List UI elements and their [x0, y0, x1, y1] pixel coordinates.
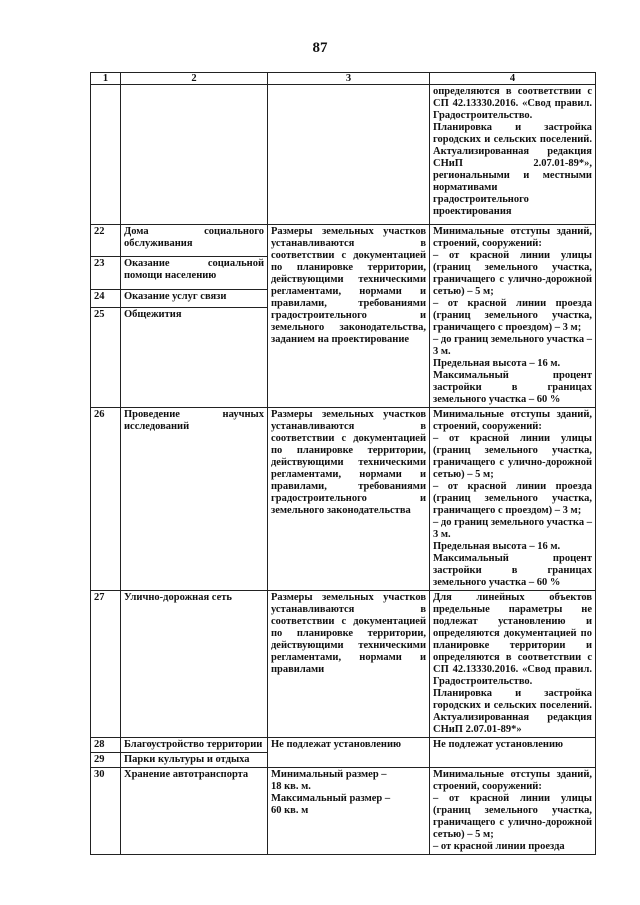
table-row-continuation — [91, 85, 596, 225]
use-name: Проведение научных исследований — [121, 408, 268, 591]
land-size-text: Минимальный размер – 18 кв. м. Максимальный размер – 60 кв. м — [268, 768, 430, 855]
row-number: 29 — [91, 753, 121, 768]
parameters-text: Минимальные отступы зданий, строений, сооружений: – от красной линии улицы (границ земельного участка, граничащего с улично-дорожной сетью) – 5 м; – от красной линии проезда — [430, 768, 596, 855]
row-number: 23 — [91, 257, 121, 289]
table-row — [91, 591, 596, 738]
use-name: Дома социального обслуживания — [121, 225, 268, 257]
use-name: Улично-дорожная сеть — [121, 591, 268, 738]
land-size-text: Размеры земельных участков устанавливаются в соответствии с документацией по планировке территории, действующими техническими регламентами, нормами и правилами, требованиями градостроительного и земельного законодательства, заданием на проектирование — [268, 225, 430, 408]
parameters-text: Не подлежат установлению — [430, 738, 596, 768]
row-number: 28 — [91, 738, 121, 753]
header-col-4: 4 — [430, 73, 596, 85]
use-name: Оказание социальной помощи населению — [121, 257, 268, 289]
table-row — [91, 738, 596, 753]
table-row — [91, 225, 596, 257]
regulations-table — [90, 72, 596, 855]
use-name: Общежития — [121, 308, 268, 408]
continuation-text: определяются в соответствии с СП 42.13330.2016. «Свод правил. Градостроительство. Планировка и застройка городских и сельских поселений. Актуализированная редакция СНиП 2.07.01-89*», региональными и местными нормативами градостроительного проектирования — [430, 85, 596, 225]
header-col-2: 2 — [121, 73, 268, 85]
land-size-text: Размеры земельных участков устанавливаются в соответствии с документацией по планировке территории, действующими техническими регламентами, нормами и правилами — [268, 591, 430, 738]
row-number: 24 — [91, 289, 121, 307]
table-row — [91, 768, 596, 855]
row-number: 27 — [91, 591, 121, 738]
header-col-1: 1 — [91, 73, 121, 85]
parameters-text: Минимальные отступы зданий, строений, сооружений: – от красной линии улицы (границ земельного участка, граничащего с улично-дорожной сетью) – 5 м; – от красной линии проезда (границ земельного участка, граничащего с проездом) – 3 м; – до границ земельного участка – 3 м. Предельная высота – 16 м. Максимальный процент застройки в границах земельного участка – 60 % — [430, 408, 596, 591]
parameters-text: Для линейных объектов предельные параметры не подлежат установлению и определяются документацией по планировке территории и определяются в соответствии с СП 42.13330.2016. «Свод правил. Градостроительство. Планировка и застройка городских и сельских поселений. Актуализированная редакция СНиП 2.07.01-89*» — [430, 591, 596, 738]
table-header-row — [91, 73, 596, 85]
row-number: 30 — [91, 768, 121, 855]
row-number: 25 — [91, 308, 121, 408]
row-number: 26 — [91, 408, 121, 591]
land-size-text: Не подлежат установлению — [268, 738, 430, 768]
use-name: Благоустройство территории — [121, 738, 268, 753]
use-name: Оказание услуг связи — [121, 289, 268, 307]
use-name: Парки культуры и отдыха — [121, 753, 268, 768]
parameters-text: Минимальные отступы зданий, строений, сооружений: – от красной линии улицы (границ земельного участка, граничащего с улично-дорожной сетью) – 5 м; – от красной линии проезда (границ земельного участка, граничащего с проездом) – 3 м; – до границ земельного участка – 3 м. Предельная высота – 16 м. Максимальный процент застройки в границах земельного участка – 60 % — [430, 225, 596, 408]
header-col-3: 3 — [268, 73, 430, 85]
land-size-text: Размеры земельных участков устанавливаются в соответствии с документацией по планировке территории, действующими техническими регламентами, нормами и правилами, требованиями градостроительного и земельного законодательства — [268, 408, 430, 591]
page-number: 87 — [312, 40, 328, 56]
row-number: 22 — [91, 225, 121, 257]
use-name: Хранение автотранспорта — [121, 768, 268, 855]
table-row — [91, 408, 596, 591]
